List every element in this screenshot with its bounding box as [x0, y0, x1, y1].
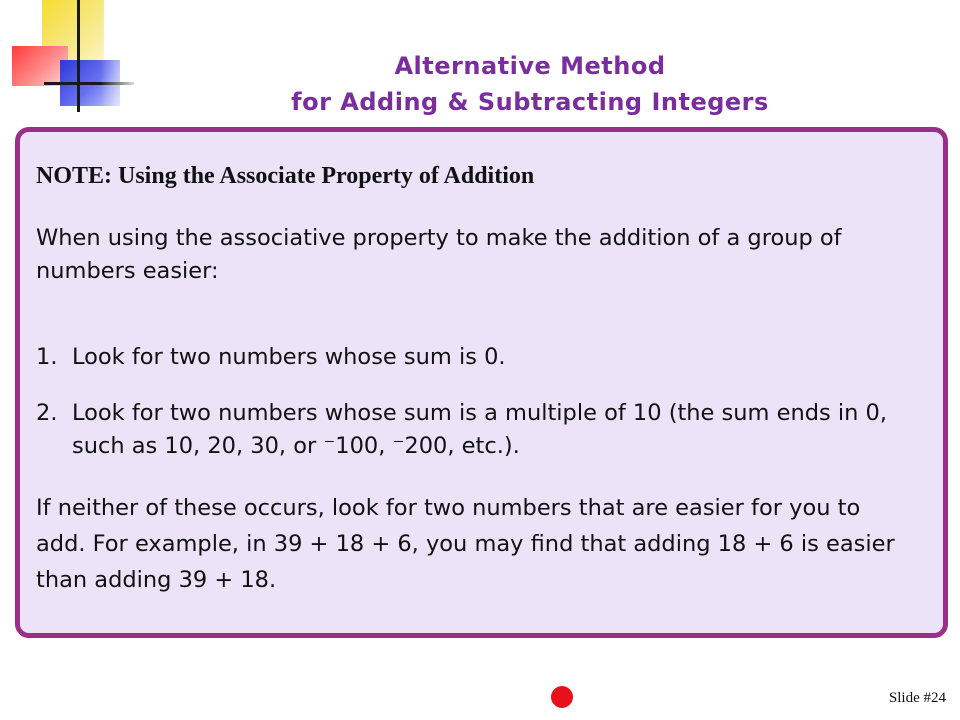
- list-item-text: Look for two numbers whose sum is a multiple of 10 (the sum ends in 0, such as 10, 20, 30, or ⁻100, ⁻200, etc.).: [72, 400, 887, 459]
- slide-number: Slide #24: [888, 690, 946, 706]
- slide-logo-decoration: [0, 0, 140, 112]
- slide-title-line-1: Alternative Method: [394, 52, 666, 80]
- list-item: [36, 397, 916, 463]
- note-heading: NOTE: Using the Associate Property of Addition: [36, 163, 535, 189]
- list-item-number: 2.: [36, 400, 58, 426]
- list-item-text: Look for two numbers whose sum is 0.: [72, 344, 506, 370]
- slide-title-line-2: for Adding & Subtracting Integers: [291, 88, 769, 116]
- stop-octagon-icon[interactable]: [551, 686, 573, 708]
- logo-fade: [100, 0, 140, 112]
- logo-vertical-line: [77, 0, 80, 112]
- closing-paragraph: If neither of these occurs, look for two numbers that are easier for you to add. For example, in 39 + 18 + 6, you may find that adding 18 + 6 is easier than adding 39 + 18.: [36, 495, 895, 593]
- intro-paragraph: When using the associative property to make the addition of a group of numbers easier:: [36, 225, 842, 284]
- list-item-number: 1.: [36, 344, 58, 370]
- list-item: [36, 341, 916, 374]
